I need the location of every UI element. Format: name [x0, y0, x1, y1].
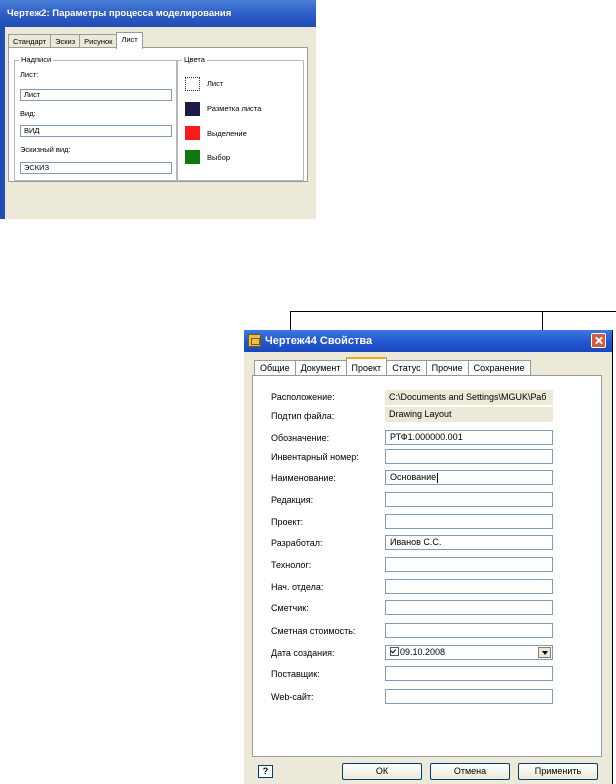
project-tab-panel	[252, 375, 602, 757]
sheet-color-swatch[interactable]	[185, 77, 200, 91]
created-date-picker[interactable]	[385, 645, 553, 660]
inventory-label: Инвентарный номер:	[271, 452, 359, 462]
sheet-markup-color-swatch[interactable]	[185, 102, 200, 116]
estimated-cost-label: Сметная стоимость:	[271, 626, 356, 636]
colors-group	[177, 55, 304, 181]
group-title: Надписи	[21, 55, 52, 64]
tab-project[interactable]: Проект	[346, 357, 388, 375]
tab-other[interactable]: Прочие	[426, 360, 469, 376]
inventory-input[interactable]	[385, 449, 553, 464]
created-date-label: Дата создания:	[271, 648, 335, 658]
developer-label: Разработал:	[271, 538, 323, 548]
website-input[interactable]	[385, 689, 553, 704]
subtype-label: Подтип файла:	[271, 411, 335, 421]
drawing-app-icon	[248, 334, 261, 347]
model-process-dialog	[0, 0, 316, 219]
tab-save[interactable]: Сохранение	[468, 360, 531, 376]
labels-group	[14, 55, 177, 181]
tab-standard[interactable]: Стандарт	[8, 34, 51, 49]
text-caret	[437, 473, 438, 483]
properties-dialog	[244, 330, 612, 784]
frame-line	[290, 311, 616, 312]
technologist-label: Технолог:	[271, 560, 312, 570]
tab-status[interactable]: Статус	[386, 360, 426, 376]
location-value: C:\Documents and Settings\MGUK\Раб	[385, 390, 553, 405]
designation-input[interactable]: РТФ1.000000.001	[385, 430, 553, 445]
dept-head-label: Нач. отдела:	[271, 582, 324, 592]
highlight-color-label: Выделение	[207, 129, 247, 138]
created-date-text: 09.10.2008	[400, 647, 446, 657]
ok-button[interactable]: ОК	[342, 763, 422, 780]
tab-panel	[8, 47, 308, 182]
dialog-title: Чертеж2: Параметры процесса моделирования	[0, 0, 316, 27]
apply-button[interactable]: Применить	[518, 763, 598, 780]
sheet-label: Лист:	[20, 70, 39, 79]
frame-line	[612, 330, 613, 784]
name-input[interactable]	[385, 470, 553, 485]
name-label: Наименование:	[271, 473, 336, 483]
project-label: Проект:	[271, 517, 304, 527]
tab-document[interactable]: Документ	[295, 360, 347, 376]
sketch-view-label: Эскизный вид:	[20, 145, 71, 154]
revision-input[interactable]	[385, 492, 553, 507]
website-label: Web-сайт:	[271, 692, 314, 702]
sheet-color-label: Лист	[207, 79, 224, 88]
tab-sketch[interactable]: Эскиз	[50, 34, 80, 49]
name-input-text: Основание	[390, 472, 437, 482]
estimator-input[interactable]	[385, 600, 553, 615]
technologist-input[interactable]	[385, 557, 553, 572]
revision-label: Редакция:	[271, 495, 314, 505]
tab-bar	[254, 357, 530, 375]
highlight-color-swatch[interactable]	[185, 126, 200, 140]
dept-head-input[interactable]	[385, 579, 553, 594]
developer-input[interactable]: Иванов С.С.	[385, 535, 553, 550]
tab-general[interactable]: Общие	[254, 360, 296, 376]
sheet-markup-color-label: Разметка листа	[207, 104, 262, 113]
tab-bar	[8, 32, 142, 48]
date-enabled-checkbox[interactable]	[390, 647, 399, 656]
view-input[interactable]: ВИД	[20, 125, 172, 137]
tab-sheet[interactable]: Лист	[116, 32, 142, 49]
estimator-label: Сметчик:	[271, 603, 309, 613]
close-icon[interactable]	[591, 333, 606, 348]
frame-line	[542, 311, 543, 330]
dialog-footer	[5, 182, 316, 219]
sketch-view-input[interactable]: ЭСКИЗ	[20, 162, 172, 174]
group-title: Цвета	[184, 55, 205, 64]
selection-color-label: Выбор	[207, 153, 231, 162]
selection-color-swatch[interactable]	[185, 150, 200, 164]
project-input[interactable]	[385, 514, 553, 529]
sheet-input[interactable]: Лист	[20, 89, 172, 101]
dialog-title: Чертеж44 Свойства	[244, 330, 612, 352]
frame-line	[290, 311, 291, 330]
cancel-button[interactable]: Отмена	[430, 763, 510, 780]
help-button[interactable]: ?	[258, 765, 273, 778]
estimated-cost-input[interactable]	[385, 623, 553, 638]
location-label: Расположение:	[271, 392, 335, 402]
supplier-label: Поставщик:	[271, 669, 320, 679]
designation-label: Обозначение:	[271, 433, 330, 443]
supplier-input[interactable]	[385, 666, 553, 681]
view-label: Вид:	[20, 109, 36, 118]
chevron-down-icon[interactable]	[538, 647, 551, 658]
subtype-value: Drawing Layout	[385, 407, 553, 422]
tab-drawing[interactable]: Рисунок	[79, 34, 117, 49]
